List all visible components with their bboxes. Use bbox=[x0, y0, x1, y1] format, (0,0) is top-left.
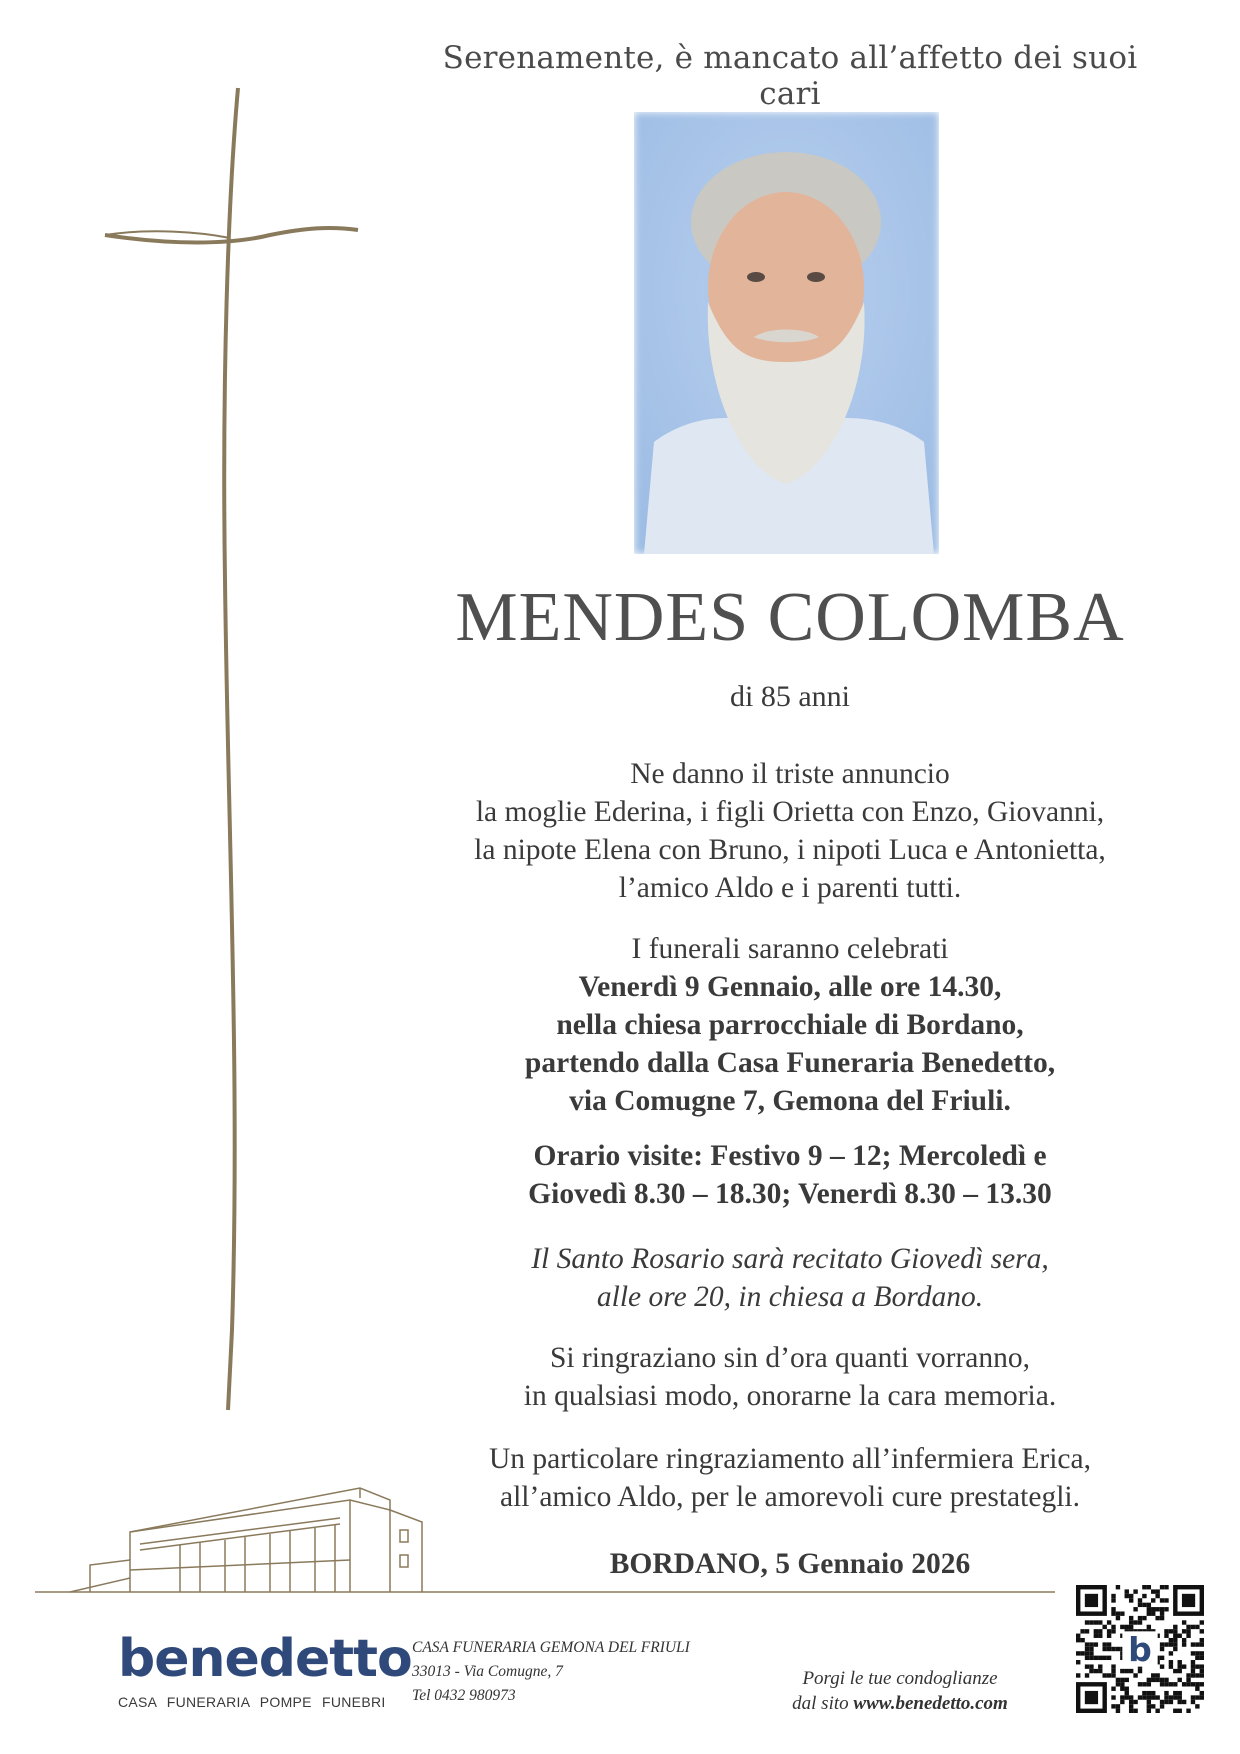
svg-text:b: b bbox=[1128, 1629, 1152, 1669]
funeral-intro: I funerali saranno celebrati bbox=[631, 933, 949, 965]
announcement-line: l’amico Aldo e i parenti tutti. bbox=[618, 872, 962, 904]
funeral-home-address bbox=[412, 1636, 690, 1708]
benedetto-logo: benedetto bbox=[118, 1629, 412, 1689]
funeral-detail-line: partendo dalla Casa Funeraria Benedetto, bbox=[524, 1047, 1056, 1079]
deceased-name: MENDES COLOMBA bbox=[455, 579, 1125, 656]
condolences-note bbox=[760, 1666, 1040, 1716]
condolences-line bbox=[760, 1691, 1040, 1716]
funeral-detail-line: Venerdì 9 Gennaio, alle ore 14.30, bbox=[578, 971, 1002, 1003]
thanks-line: in qualsiasi modo, onorarne la cara memoria. bbox=[523, 1380, 1057, 1412]
rosary-line: Il Santo Rosario sarà recitato Giovedì sera, bbox=[531, 1243, 1049, 1275]
building-illustration bbox=[30, 1460, 1060, 1610]
rosary-notice bbox=[420, 1240, 1160, 1316]
address-line: CASA FUNERARIA GEMONA DEL FRIULI bbox=[412, 1639, 690, 1656]
condolences-line: Porgi le tue condoglianze bbox=[802, 1668, 998, 1689]
special-thanks-line: all’amico Aldo, per le amorevoli cure prestategli. bbox=[500, 1481, 1080, 1513]
announcement-line: Ne danno il triste annuncio bbox=[630, 758, 950, 790]
deceased-age: di 85 anni bbox=[730, 680, 850, 713]
cross-icon bbox=[90, 80, 370, 1420]
qr-code[interactable] bbox=[1076, 1585, 1204, 1713]
rosary-line: alle ore 20, in chiesa a Bordano. bbox=[596, 1281, 984, 1313]
visiting-hours-line: Giovedì 8.30 – 18.30; Venerdì 8.30 – 13.30 bbox=[528, 1178, 1052, 1210]
special-thanks-line: Un particolare ringraziamento all’infermiera Erica, bbox=[489, 1443, 1091, 1475]
announcement-line: la moglie Ederina, i figli Orietta con Enzo, Giovanni, bbox=[475, 796, 1105, 828]
funeral-detail-line: via Comugne 7, Gemona del Friuli. bbox=[569, 1085, 1011, 1117]
portrait-photo bbox=[634, 112, 939, 554]
visiting-hours-line: Orario visite: Festivo 9 – 12; Mercoledì e bbox=[533, 1140, 1047, 1172]
place-date: BORDANO, 5 Gennaio 2026 bbox=[609, 1548, 971, 1580]
thanks-line: Si ringraziano sin d’ora quanti vorranno, bbox=[549, 1342, 1031, 1374]
funeral-detail-line: nella chiesa parrocchiale di Bordano, bbox=[556, 1009, 1024, 1041]
announcement-paragraph bbox=[420, 755, 1160, 907]
announcement-line: la nipote Elena con Bruno, i nipoti Luca e Antonietta, bbox=[474, 834, 1106, 866]
intro-text: Serenamente, è mancato all’affetto dei suoi cari bbox=[442, 40, 1138, 112]
funeral-paragraph bbox=[420, 930, 1160, 1120]
address-line: 33013 - Via Comugne, 7 bbox=[412, 1663, 563, 1680]
visiting-hours bbox=[420, 1137, 1160, 1213]
thanks-paragraph bbox=[420, 1339, 1160, 1415]
logo-subtitle: CASA FUNERARIA POMPE FUNEBRI bbox=[118, 1694, 386, 1710]
website-link[interactable]: www.benedetto.com bbox=[853, 1693, 1008, 1714]
address-line: Tel 0432 980973 bbox=[412, 1687, 516, 1704]
condolences-prefix: dal sito bbox=[792, 1693, 854, 1714]
